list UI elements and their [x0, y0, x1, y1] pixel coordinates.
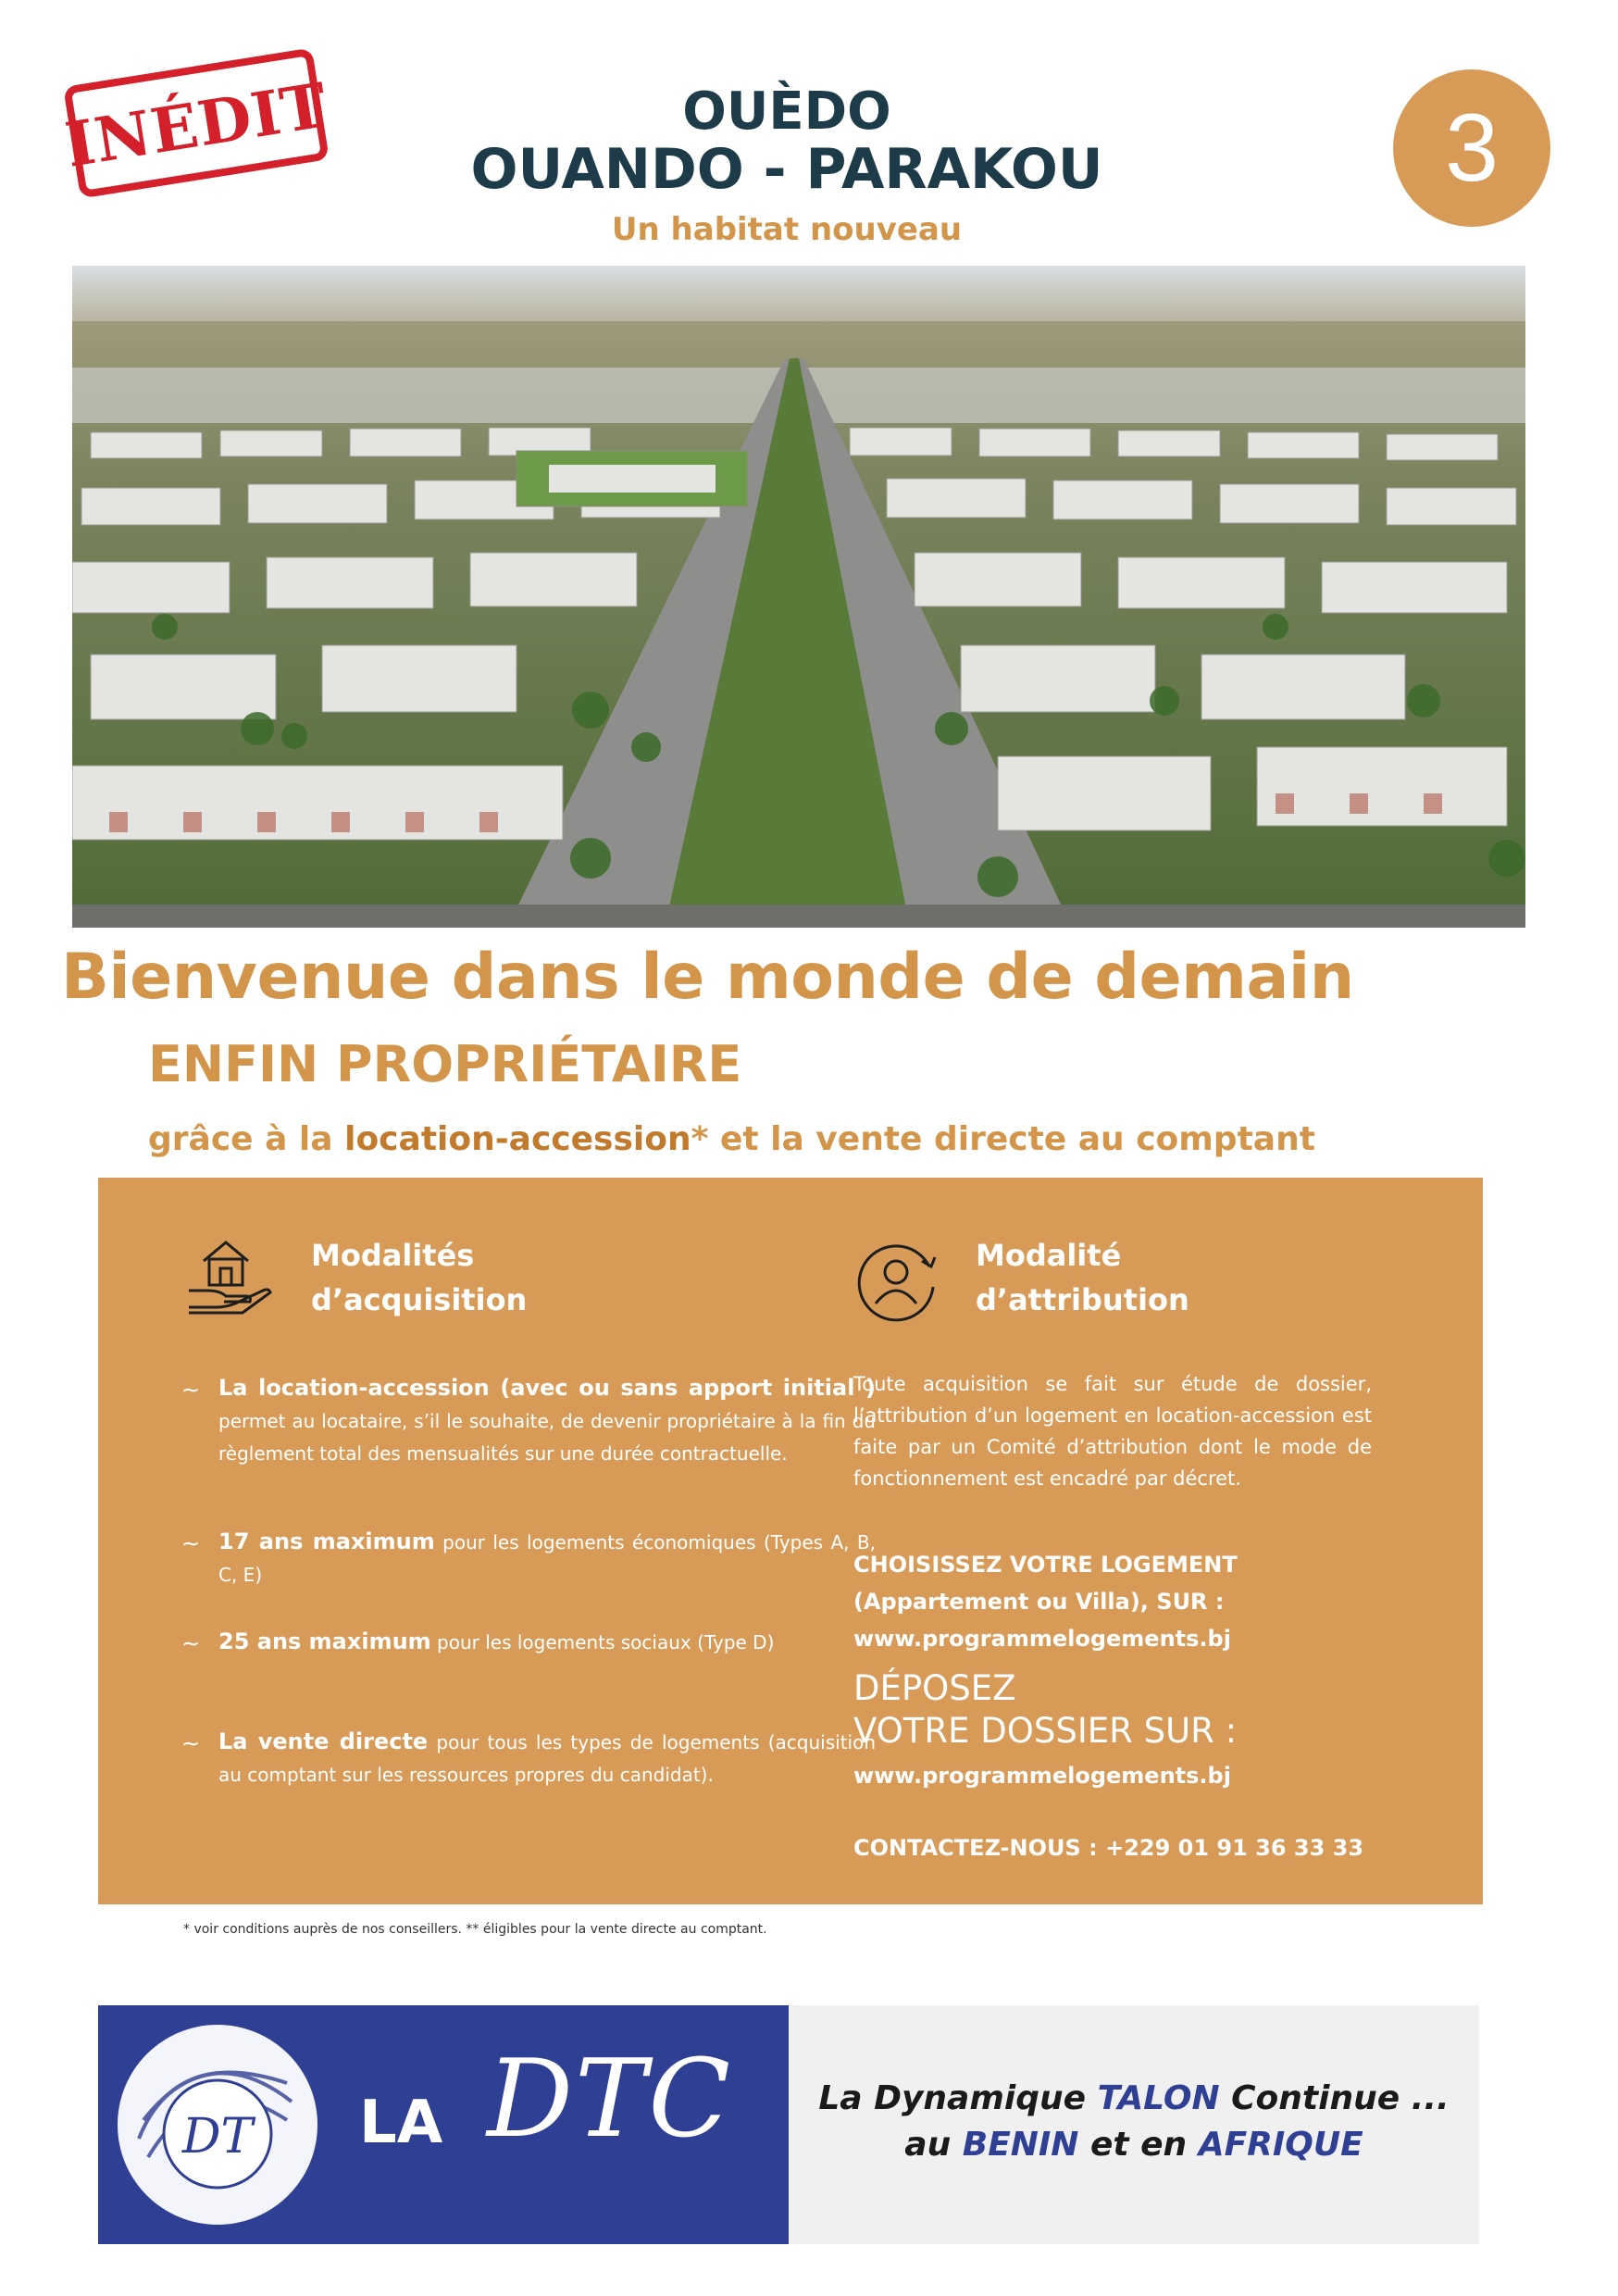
tagline: Un habitat nouveau — [611, 211, 963, 248]
house-in-hand-icon — [183, 1233, 276, 1316]
dtc-banner-right — [789, 2005, 1479, 2244]
wave-bullet-icon: ∼ — [181, 1730, 201, 1756]
deposit-line-1: DÉPOSEZ — [853, 1668, 1016, 1708]
intro-line: grâce à la location-accession* et la vente directe au comptant — [148, 1120, 1315, 1158]
page-number-badge — [1393, 69, 1550, 227]
attribution-paragraph: Toute acquisition se fait sur étude de dossier, l’attribution d’un logement en location-accession est faite par un Comité d’attribution dont le mode de fonctionnement est encadré par décret. — [853, 1373, 1372, 1490]
footnote: * voir conditions auprès de nos conseillers. ** éligibles pour la vente directe au comptant. — [183, 1922, 767, 1937]
right-heading-line-1: Modalité — [976, 1238, 1122, 1273]
list-item: ∼ La vente directe pour tous les types de logements (acquisition au comptant sur les ressources propres du candidat). — [181, 1728, 876, 1786]
logo-letters: DT — [181, 2109, 254, 2165]
dtc-text: DTC — [487, 2037, 733, 2162]
wave-bullet-icon: ∼ — [181, 1630, 201, 1656]
title-line-1: OUÈDO — [682, 81, 891, 142]
dtc-logo-icon — [111, 2018, 324, 2231]
left-heading-line-1: Modalités — [311, 1238, 475, 1273]
deposit-line-2: VOTRE DOSSIER SUR : — [853, 1711, 1238, 1751]
la-text: LA — [359, 2089, 443, 2157]
choose-line-1: CHOISISSEZ VOTRE LOGEMENT — [853, 1552, 1238, 1578]
left-heading-line-2: d’acquisition — [311, 1282, 528, 1317]
list-item: ∼ 17 ans maximum pour les logements économiques (Types A, B, C, E) — [181, 1529, 877, 1586]
contact-label: CONTACTEZ-NOUS : — [853, 1835, 1106, 1861]
slogan-line-1: La Dynamique TALON Continue ... — [818, 2079, 1450, 2117]
title-line-2: OUANDO - PARAKOU — [470, 137, 1103, 202]
dtc-banner-left — [98, 2005, 789, 2244]
wave-bullet-icon: ∼ — [181, 1377, 201, 1403]
contact-phone[interactable]: +229 01 91 36 33 33 — [1105, 1835, 1364, 1861]
right-heading-line-2: d’attribution — [976, 1282, 1189, 1317]
website-link-1[interactable]: www.programmelogements.bj — [853, 1626, 1231, 1652]
aerial-render-image — [72, 266, 1525, 928]
list-item: ∼ 25 ans maximum pour les logements sociaux (Type D) — [181, 1626, 876, 1659]
page-number: 3 — [1445, 94, 1499, 202]
list-item: ∼ La location-accession (avec ou sans apport initial ) permet au locataire, s’il le souhaite, de devenir propriétaire à la fin du règlement total des mensualités sur une durée contractuelle. — [181, 1375, 876, 1465]
slogan-line-2: au BENIN et en AFRIQUE — [904, 2126, 1363, 2164]
choose-line-2: (Appartement ou Villa), SUR : — [853, 1589, 1225, 1615]
info-panel — [98, 1178, 1483, 1904]
user-refresh-icon — [855, 1239, 940, 1324]
subheadline: ENFIN PROPRIÉTAIRE — [148, 1035, 742, 1093]
headline: Bienvenue dans le monde de demain — [61, 941, 1354, 1014]
stamp-text: INÉDIT — [60, 69, 333, 181]
intro-bold: location-accession — [344, 1120, 691, 1158]
wave-bullet-icon: ∼ — [181, 1530, 201, 1556]
inedit-stamp — [48, 32, 344, 213]
website-link-2[interactable]: www.programmelogements.bj — [853, 1763, 1231, 1789]
contact-line — [853, 1829, 1363, 1866]
